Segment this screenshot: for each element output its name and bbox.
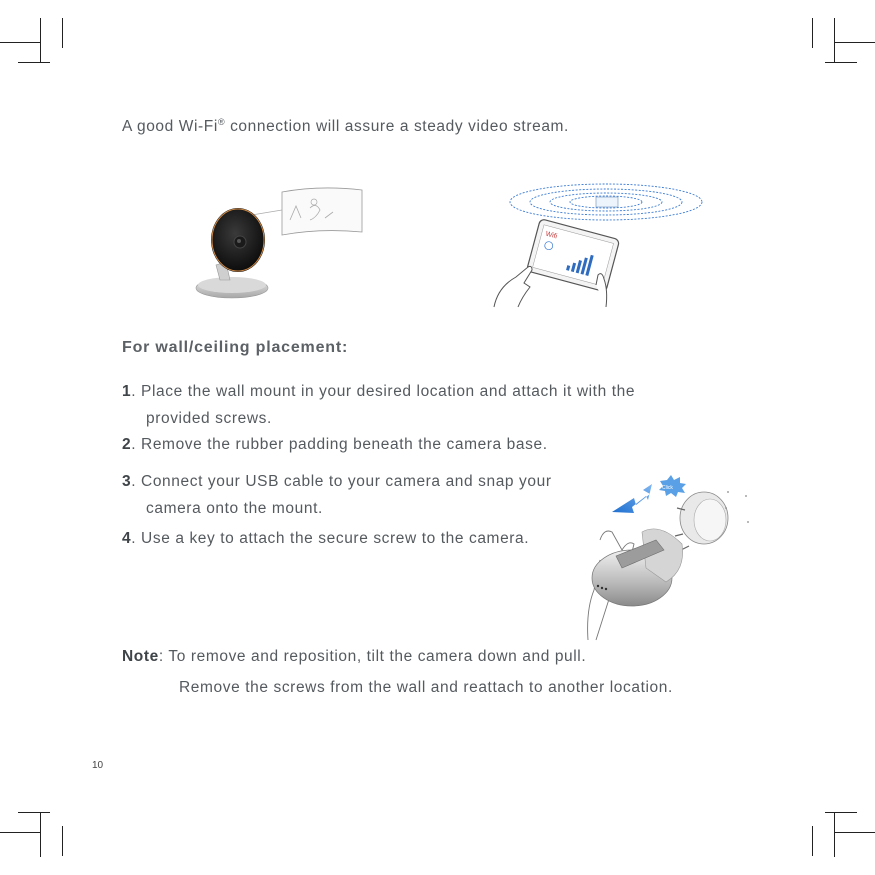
intro-text: A good Wi-Fi® connection will assure a steady video stream. [122, 117, 569, 136]
step-4: 4. Use a key to attach the secure screw to the camera. [122, 530, 530, 547]
note-line-1: Note: To remove and reposition, tilt the camera down and pull. [122, 648, 587, 665]
step-1: 1. Place the wall mount in your desired location and attach it with the [122, 383, 636, 400]
step-1-continued: provided screws. [146, 410, 272, 427]
camera-on-stand-illustration [190, 180, 370, 305]
step-2: 2. Remove the rubber padding beneath the camera base. [122, 436, 548, 453]
wall-mount-illustration [582, 470, 762, 645]
svg-text:Wifi: Wifi [544, 230, 558, 241]
page-number: 10 [92, 760, 104, 771]
svg-text:Click: Click [662, 485, 673, 491]
step-3-continued: camera onto the mount. [146, 500, 323, 517]
section-heading: For wall/ceiling placement: [122, 339, 349, 356]
note-line-2: Remove the screws from the wall and reattach to another location. [179, 679, 673, 696]
wifi-tablet-illustration [488, 175, 713, 310]
step-3: 3. Connect your USB cable to your camera and snap your [122, 473, 552, 490]
